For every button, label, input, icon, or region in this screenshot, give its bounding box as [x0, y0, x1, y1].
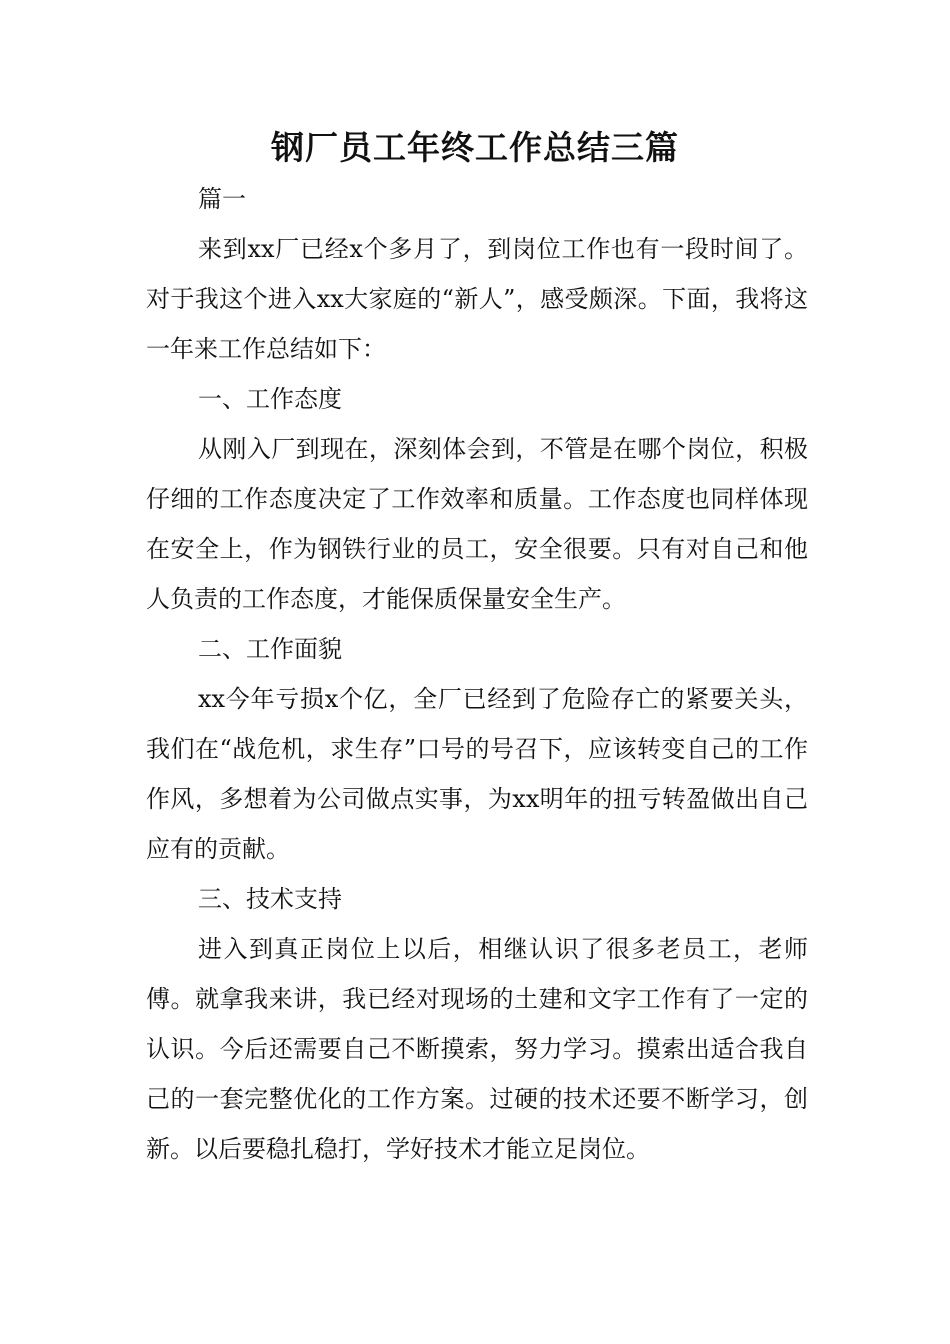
body-paragraph: 从刚入厂到现在，深刻体会到，不管是在哪个岗位，积极仔细的工作态度决定了工作效率和质量。工作态度也同样体现在安全上，作为钢铁行业的员工，安全很要。只有对自己和他人负责的工作态度，才能保质保量安全生产。 — [146, 435, 808, 613]
body-paragraph: 进入到真正岗位上以后，相继认识了很多老员工，老师傅。就拿我来讲，我已经对现场的土建和文字工作有了一定的认识。今后还需要自己不断摸索，努力学习。摸索出适合我自己的一套完整优化的工作方案。过硬的技术还要不断学习，创新。以后要稳扎稳打，学好技术才能立足岗位。 — [146, 935, 808, 1163]
section-label: 篇一 — [198, 185, 246, 213]
section-heading: 三、技术支持 — [198, 885, 342, 913]
section-heading: 二、工作面貌 — [198, 635, 342, 663]
body-paragraph: xx今年亏损x个亿，全厂已经到了危险存亡的紧要关头，我们在“战危机，求生存”口号的号召下，应该转变自己的工作作风，多想着为公司做点实事，为xx明年的扭亏转盈做出自己应有的贡献。 — [146, 685, 808, 863]
section-heading: 一、工作态度 — [198, 385, 342, 413]
document-title: 钢厂员工年终工作总结三篇 — [271, 128, 679, 167]
body-paragraph: 来到xx厂已经x个多月了，到岗位工作也有一段时间了。对于我这个进入xx大家庭的“新人”，感受颇深。下面，我将这一年来工作总结如下： — [146, 235, 808, 363]
document-body — [146, 174, 808, 1174]
